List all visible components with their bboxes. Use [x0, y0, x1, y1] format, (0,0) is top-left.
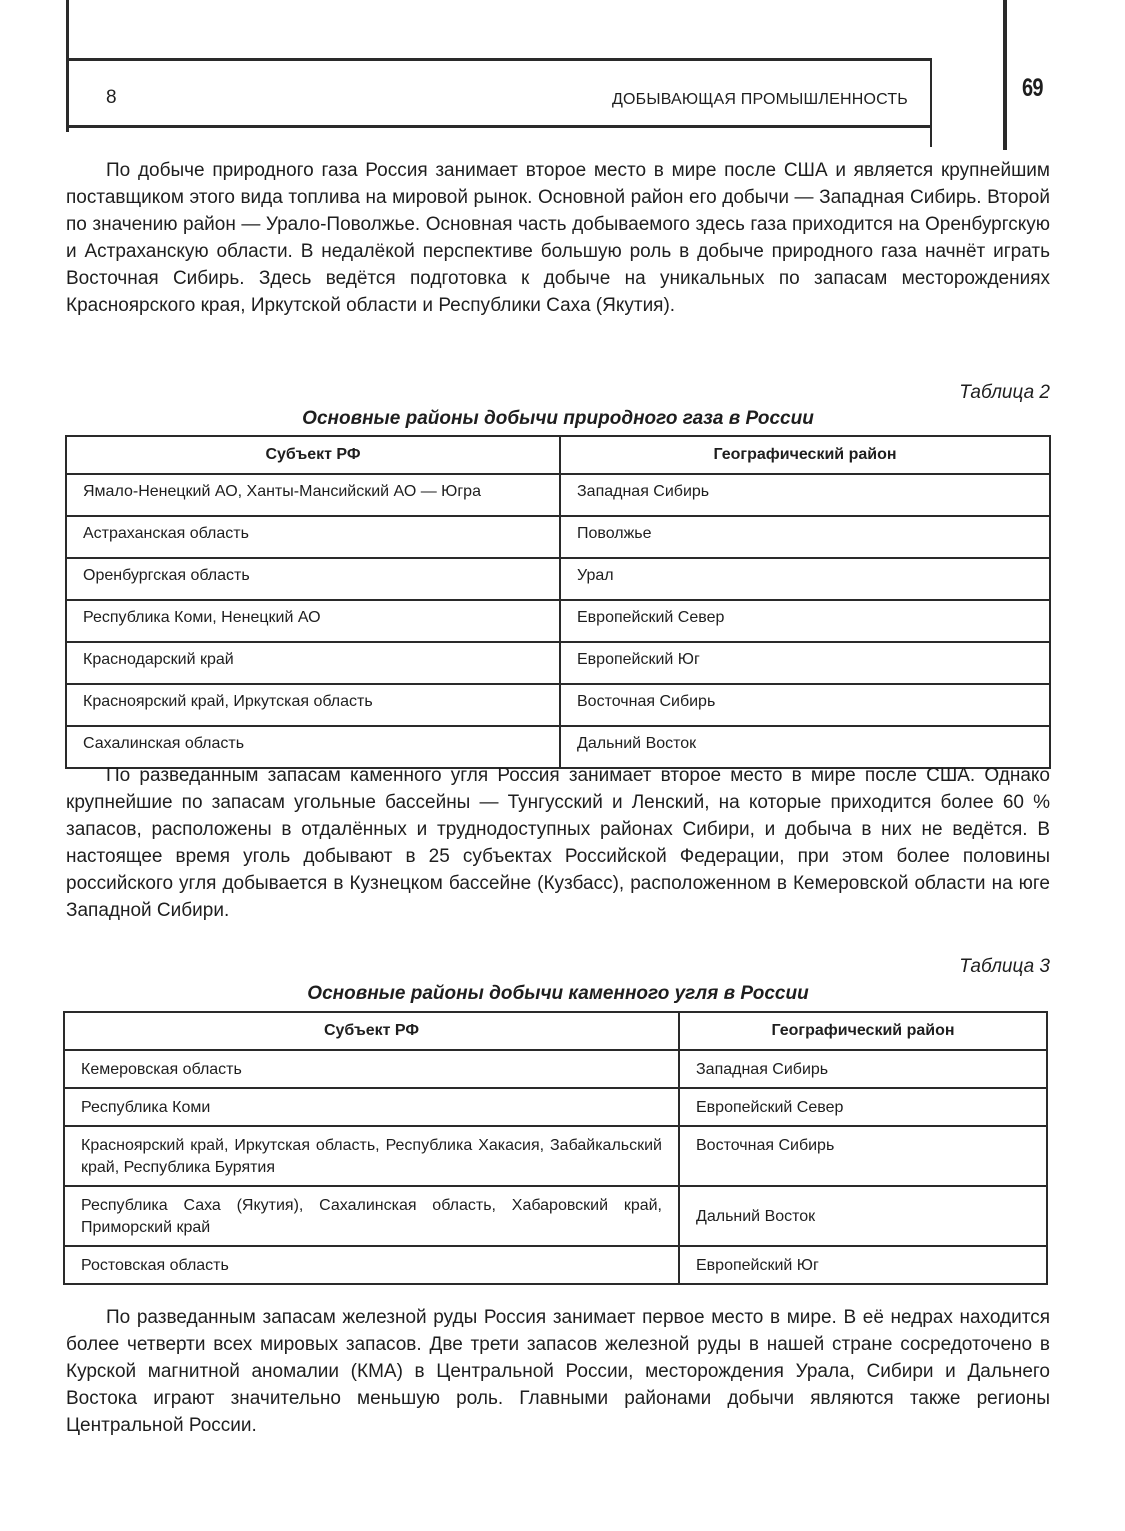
running-title: ДОБЫВАЮЩАЯ ПРОМЫШЛЕННОСТЬ [611, 91, 908, 108]
cell-subject: Оренбургская область [66, 558, 560, 600]
cell-subject: Сахалинская область [66, 726, 560, 768]
cell-subject: Астраханская область [66, 516, 560, 558]
cell-subject: Красноярский край, Иркутская область, Республика Хакасия, Забайкальский край, Республика Бурятия [64, 1126, 679, 1186]
cell-region: Западная Сибирь [560, 474, 1050, 516]
cell-region: Европейский Север [560, 600, 1050, 642]
running-header [66, 58, 932, 128]
table-row [64, 1088, 1047, 1126]
cell-subject: Ямало-Ненецкий АО, Ханты-Мансийский АО — Югра [66, 474, 560, 516]
table-row [64, 1050, 1047, 1088]
cell-region: Дальний Восток [560, 726, 1050, 768]
coal-regions-table [63, 1011, 1048, 1285]
cell-region: Европейский Юг [679, 1246, 1047, 1284]
page-margin-bar [1003, 0, 1007, 150]
table-label: Таблица 2 [959, 382, 1050, 403]
column-header: Географический район [560, 436, 1050, 474]
table-row [66, 558, 1050, 600]
table-header-row [66, 436, 1050, 474]
table-row [64, 1126, 1047, 1186]
cell-subject: Ростовская область [64, 1246, 679, 1284]
header-divider [930, 127, 932, 147]
column-header: Географический район [679, 1012, 1047, 1050]
cell-subject: Республика Коми [64, 1088, 679, 1126]
table-row [66, 474, 1050, 516]
chapter-number: 8 [106, 87, 117, 108]
column-header: Субъект РФ [64, 1012, 679, 1050]
column-header: Субъект РФ [66, 436, 560, 474]
gas-regions-table [65, 435, 1051, 769]
cell-subject: Краснодарский край [66, 642, 560, 684]
table-row [66, 684, 1050, 726]
cell-region: Европейский Юг [560, 642, 1050, 684]
table-row [64, 1246, 1047, 1284]
table-row [66, 642, 1050, 684]
table-title: Основные районы добычи каменного угля в России [307, 983, 809, 1004]
paragraph-coal: По разведанным запасам каменного угля Россия занимает второе место в мире после США. Однако крупнейшие по запасам угольные бассейны — Тунгусский и Ленский, на которые приходится более 60 % запасов, расположены в отдалённых и труднодоступных районах Сибири, и добыча в них не ведётся. В настоящее время уголь добывают в 25 субъектах Российской Федерации, при этом более половины российского угля добывается в Кузнецком бассейне (Кузбасс), расположенном в Кемеровской области на юге Западной Сибири. [66, 765, 1050, 921]
table-row [64, 1186, 1047, 1246]
table-row [66, 516, 1050, 558]
cell-region: Поволжье [560, 516, 1050, 558]
cell-region: Западная Сибирь [679, 1050, 1047, 1088]
table-label: Таблица 3 [959, 956, 1050, 977]
table-title: Основные районы добычи природного газа в России [302, 408, 814, 429]
cell-region: Урал [560, 558, 1050, 600]
cell-subject: Кемеровская область [64, 1050, 679, 1088]
table-row [66, 600, 1050, 642]
page-number: 69 [1022, 74, 1043, 102]
table-header-row [64, 1012, 1047, 1050]
cell-region: Восточная Сибирь [560, 684, 1050, 726]
paragraph-natural-gas: По добыче природного газа Россия занимает второе место в мире после США и является крупнейшим поставщиком этого вида топлива на мировой рынок. Основной район его добычи — Западная Сибирь. Второй по значению район — Урало-Поволжье. Основная часть добываемого здесь газа приходится на Оренбургскую и Астраханскую области. В недалёкой перспективе большую роль в добыче природного газа начнёт играть Восточная Сибирь. Здесь ведётся подготовка к добыче на уникальных по запасам месторождениях Красноярского края, Иркутской области и Республики Саха (Якутия). [66, 160, 1050, 316]
cell-region: Дальний Восток [679, 1186, 1047, 1246]
cell-subject: Красноярский край, Иркутская область [66, 684, 560, 726]
cell-region: Европейский Север [679, 1088, 1047, 1126]
cell-subject: Республика Коми, Ненецкий АО [66, 600, 560, 642]
cell-region: Восточная Сибирь [679, 1126, 1047, 1186]
paragraph-iron-ore: По разведанным запасам железной руды Россия занимает первое место в мире. В её недрах находится более четверти всех мировых запасов. Две трети запасов железной руды в нашей стране сосредоточено в Курской магнитной аномалии (КМА) в Центральной России, месторождения Урала, Сибири и Дальнего Востока играют значительно меньшую роль. Главными районами добычи являются также регионы Центральной России. [66, 1307, 1050, 1436]
cell-subject: Республика Саха (Якутия), Сахалинская область, Хабаровский край, Приморский край [64, 1186, 679, 1246]
